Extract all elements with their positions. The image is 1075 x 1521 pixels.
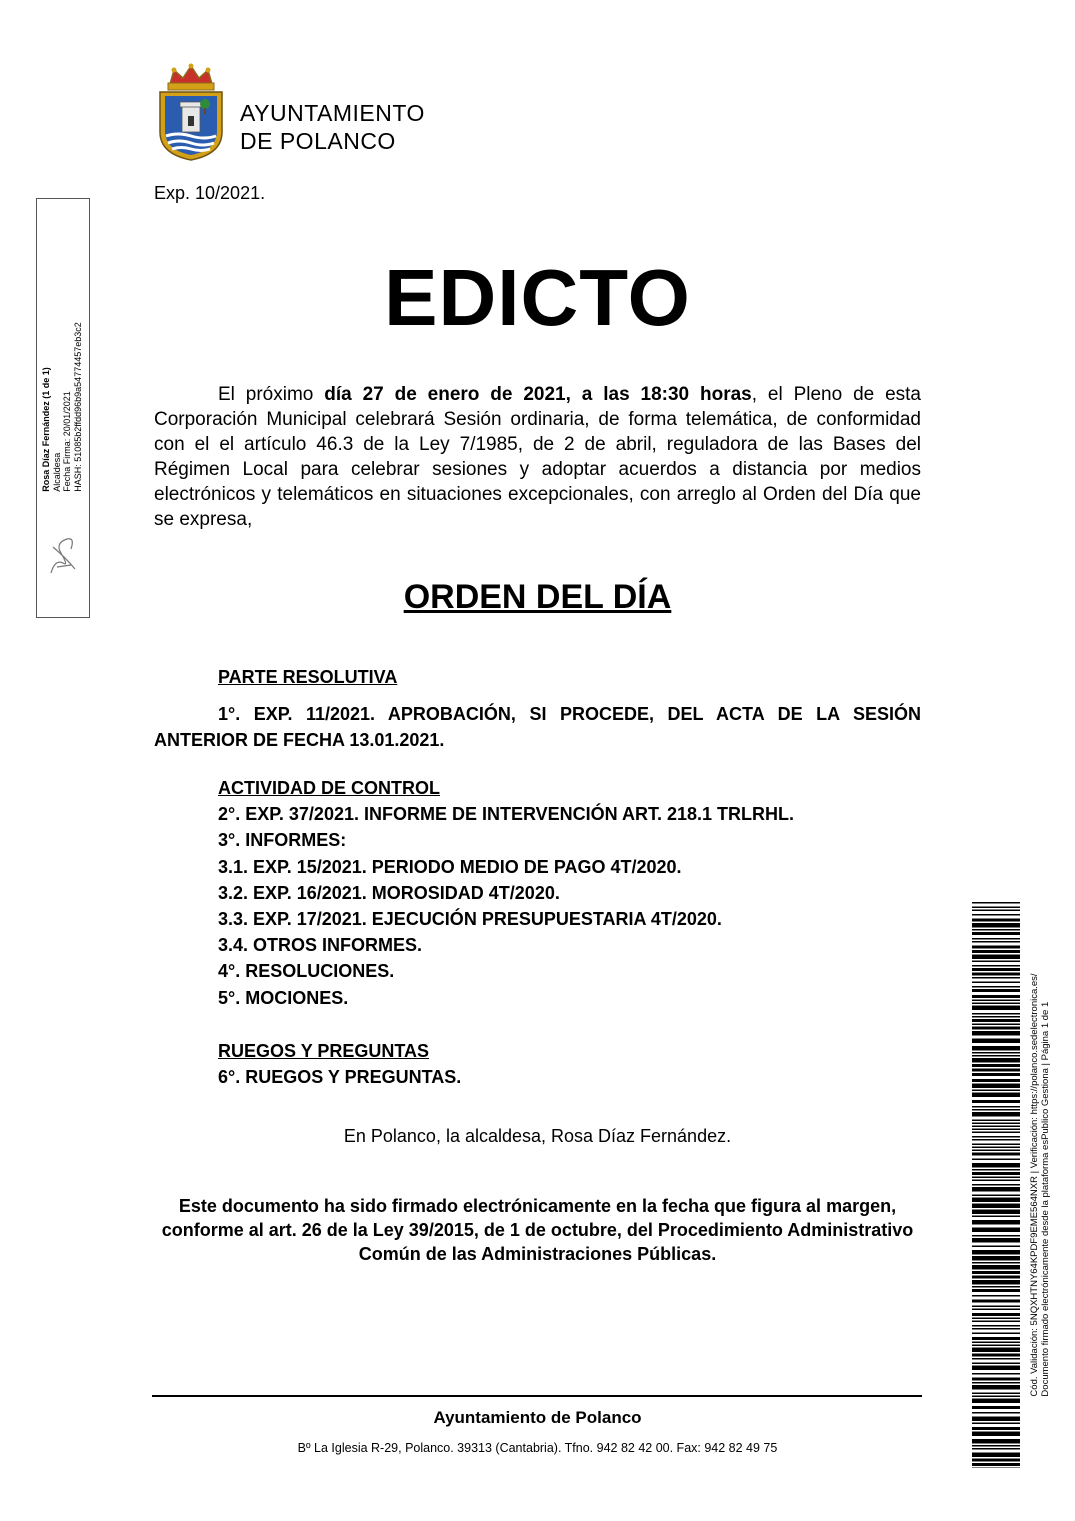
- platform-note: Documento firmado electrónicamente desde la plataforma esPublico Gestiona | Página 1 de 1: [1040, 1001, 1051, 1397]
- intro-paragraph: [154, 382, 921, 532]
- intro-text-rest: , el Pleno de esta Corporación Municipal celebrará Sesión ordinaria, de forma telemática, de conformidad con el el artículo 46.3 de la Ley 7/1985, de 2 de abril, reguladora de las Bases del Régimen Local para celebrar sesiones y adoptar acuerdos a distancia por medios electrónicos y telemáticos en situaciones excepcionales, con arreglo al Orden del Día que se expresa,: [154, 384, 921, 530]
- intro-text-start: El próximo: [218, 384, 325, 405]
- expediente-number: Exp. 10/2021.: [154, 183, 266, 203]
- org-name-line2: DE POLANCO: [240, 128, 396, 154]
- org-name-line1: AYUNTAMIENTO: [240, 100, 425, 126]
- barcode-icon: [972, 902, 1020, 1468]
- coat-of-arms-logo: [156, 62, 226, 162]
- agenda-item-1: 1°. EXP. 11/2021. APROBACIÓN, SI PROCEDE, DEL ACTA DE LA SESIÓN ANTERIOR DE FECHA 13.01.2021.: [154, 704, 921, 750]
- page-title: EDICTO: [384, 253, 691, 342]
- validation-code: Cód. Validación: 5NQXHTNY64KPDF9EME564NXR | Verificación: https://polanco.sedelectronica.es/: [1029, 973, 1040, 1397]
- footer-org-name: Ayuntamiento de Polanco: [433, 1408, 642, 1427]
- agenda-item: 2°. EXP. 37/2021. INFORME DE INTERVENCIÓN ART. 218.1 TRLRHL.: [218, 804, 795, 824]
- handwritten-signature-icon: [45, 529, 81, 579]
- signer-name: Rosa Díaz Fernández (1 de 1): [41, 367, 51, 492]
- footer-divider: [152, 1395, 922, 1397]
- signature-hash: HASH: 51085b2ffdd96b9a54774457eb3c2: [72, 322, 83, 492]
- agenda-item: 5°. MOCIONES.: [218, 988, 349, 1008]
- agenda-item: 3.1. EXP. 15/2021. PERIODO MEDIO DE PAGO 4T/2020.: [218, 857, 682, 877]
- agenda-item-6: 6°. RUEGOS Y PREGUNTAS.: [218, 1067, 462, 1087]
- section-heading-ruegos: RUEGOS Y PREGUNTAS: [218, 1041, 430, 1061]
- section-heading-control: ACTIVIDAD DE CONTROL: [218, 778, 440, 798]
- agenda-item: 3.2. EXP. 16/2021. MOROSIDAD 4T/2020.: [218, 883, 560, 903]
- signature-line: En Polanco, la alcaldesa, Rosa Díaz Fernández.: [343, 1126, 732, 1146]
- agenda-item: 4°. RESOLUCIONES.: [218, 961, 395, 981]
- footer-address: Bº La Iglesia R-29, Polanco. 39313 (Cantabria). Tfno. 942 82 42 00. Fax: 942 82 49 75: [297, 1441, 778, 1455]
- signer-role: Alcaldesa: [51, 452, 62, 492]
- legal-notice: Este documento ha sido firmado electrónicamente en la fecha que figura al margen, conforme al art. 26 de la Ley 39/2015, de 1 de octubre, del Procedimiento Administrativo Común de las Administraciones Públicas.: [161, 1196, 914, 1264]
- intro-date-bold: día 27 de enero de 2021, a las 18:30 horas: [324, 384, 752, 405]
- agenda-item: 3.3. EXP. 17/2021. EJECUCIÓN PRESUPUESTARIA 4T/2020.: [218, 909, 722, 929]
- signature-date: Fecha Firma: 20/01/2021: [62, 391, 72, 492]
- orden-del-dia-title: ORDEN DEL DÍA: [403, 578, 672, 616]
- coat-of-arms-icon: [156, 62, 226, 162]
- section-heading-resolutiva: PARTE RESOLUTIVA: [218, 667, 398, 687]
- agenda-item: 3°. INFORMES:: [218, 830, 347, 850]
- agenda-item: 3.4. OTROS INFORMES.: [218, 935, 423, 955]
